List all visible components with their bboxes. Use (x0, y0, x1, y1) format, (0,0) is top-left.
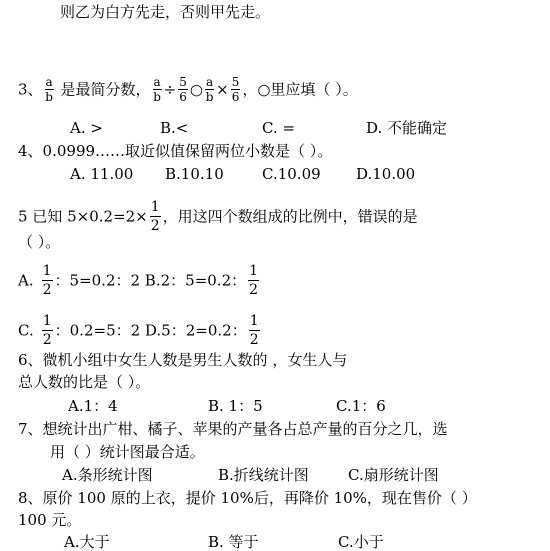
question-5-blank (18, 233, 60, 251)
intro-line (60, 3, 270, 21)
fraction-1-over-2: $\frac{1}{2}$ (42, 313, 52, 348)
question-8 (18, 489, 477, 507)
question-6-cont (18, 373, 150, 391)
q5-text-cont: ，用这四个数组成的比例中，错误的是 (162, 207, 418, 226)
option-a: A.1：4 (68, 397, 118, 415)
q7-text-cont: 用（ ）统计图最合适。 (50, 443, 205, 461)
option-a: A.大于 (64, 533, 110, 551)
q3-text-end: ，○里应填（ ）。 (242, 80, 358, 99)
option-a: A. > (70, 119, 103, 137)
fraction-1-over-2: $\frac{1}{2}$ (42, 263, 52, 298)
q6-text: 6、微机小组中女生人数是男生人数的 ，女生人与 (18, 351, 348, 369)
question-7-cont (50, 443, 205, 461)
q6-text-cont: 总人数的比是（ ）。 (18, 373, 151, 391)
q4-text: 4、0.0999……取近似值保留两位小数是（ ）。 (18, 142, 333, 160)
fraction-1-over-2: $\frac{1}{2}$ (249, 313, 259, 348)
fraction-a-over-b: $\frac{a}{b}$ (205, 75, 214, 104)
question-5-options-ab (18, 264, 261, 297)
q5-text: 5 已知 5×0.2=2× (18, 207, 148, 226)
option-b: B. 等于 (208, 533, 259, 551)
question-3 (18, 76, 358, 103)
fraction-1-over-2: $\frac{1}{2}$ (249, 263, 259, 298)
question-5-options-cd (18, 314, 262, 347)
divide-sign: ÷ (163, 80, 177, 99)
q5-blank: （ ）。 (18, 233, 61, 251)
option-cd-text: ：0.2=5：2 D.5：2=0.2： (54, 321, 247, 340)
option-c: C.1：6 (336, 397, 386, 415)
option-b: B.折线统计图 (218, 466, 309, 484)
option-d: D.10.00 (356, 165, 416, 183)
option-ab-text: ：5=0.2：2 B.2：5=0.2： (54, 271, 247, 290)
option-d: D. 不能确定 (366, 119, 448, 137)
q8-text-cont: 100 元。 (18, 511, 82, 529)
option-c: C. = (262, 119, 296, 137)
option-b: B.< (160, 119, 189, 137)
option-b: B. 1：5 (208, 397, 263, 415)
intro-text: 则乙为白方先走，否则甲先走。 (60, 3, 271, 21)
fraction-a-over-b: $\frac{a}{b}$ (45, 75, 53, 104)
comparison-circle: ○ (189, 80, 203, 99)
fraction-5-over-6: $\frac{5}{6}$ (231, 75, 240, 104)
question-8-cont (18, 511, 81, 529)
q3-number: 3、 (18, 80, 43, 99)
times-sign: × (216, 80, 229, 99)
option-c: C.10.09 (262, 165, 321, 183)
option-c: C.扇形统计图 (348, 466, 439, 484)
option-c: C.小于 (338, 533, 384, 551)
q3-text: 是最简分数， (60, 80, 151, 99)
option-c-label: C. (18, 321, 34, 340)
question-7 (18, 420, 448, 438)
q7-text: 7、想统计出广柑、橘子、苹果的产量各占总产量的百分之几，选 (18, 420, 448, 438)
option-a-label: A. (18, 271, 34, 290)
option-a: A.条形统计图 (62, 466, 153, 484)
option-a: A. 11.00 (70, 165, 134, 183)
q8-text: 8、原价 100 原的上衣，提价 10%后，再降价 10%，现在售价（ ） (18, 489, 477, 507)
question-6 (18, 351, 347, 369)
fraction-a-over-b: $\frac{a}{b}$ (153, 75, 161, 104)
fraction-1-over-2: $\frac{1}{2}$ (150, 199, 160, 234)
question-4 (18, 142, 332, 160)
fraction-5-over-6: $\frac{5}{6}$ (179, 75, 187, 104)
question-5 (18, 200, 418, 233)
option-b: B.10.10 (165, 165, 224, 183)
